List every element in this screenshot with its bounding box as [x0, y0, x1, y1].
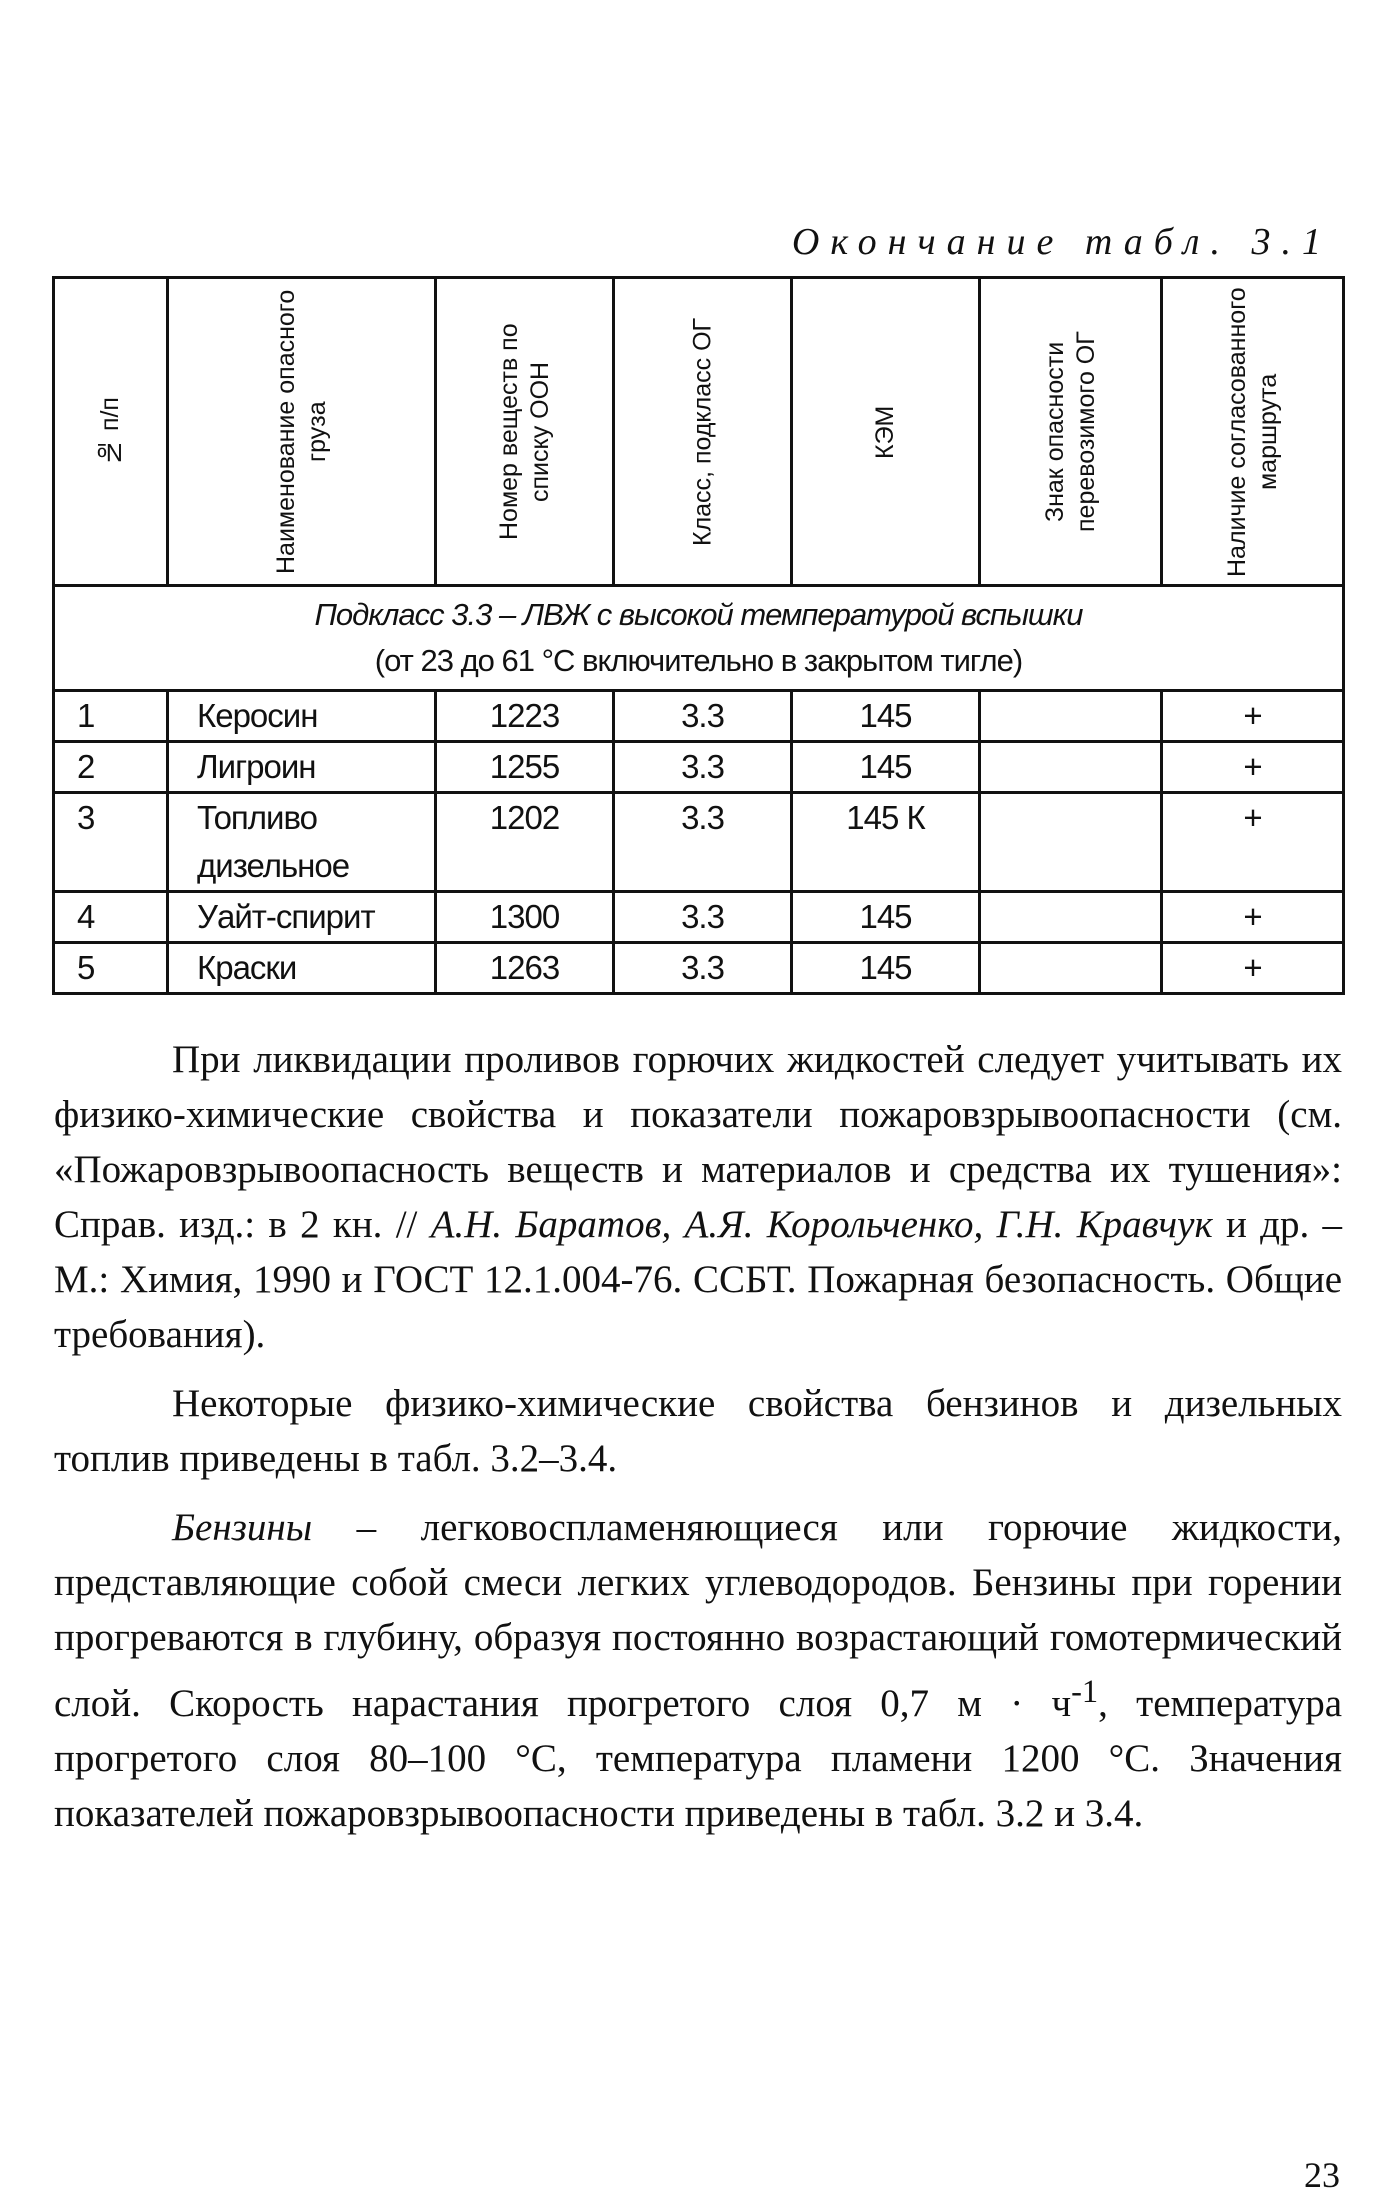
header-cell	[54, 278, 168, 586]
row-class: 3.3	[614, 943, 792, 994]
table-row	[54, 793, 1344, 892]
superscript: -1	[1071, 1674, 1099, 1710]
paragraph-text: , температура прогретого слоя 80–100 °С, температура пламени 1200 °С. Значения показателей пожаровзрывоопасности приведены в табл. 3.2 и 3.4.	[54, 1682, 1342, 1835]
table-header-row	[54, 278, 1344, 586]
header-kem: КЭМ	[871, 404, 899, 459]
row-hazard-sign	[980, 742, 1162, 793]
paragraph-text: – легковоспламеняющиеся или горючие жидкости, представляющие собой смеси легких углеводородов. Бензины при горении прогреваются в глубину, образуя постоянно возрастающий гомотермический слой. Скорость нарастания прогретого слоя 0,7 м · ч	[54, 1506, 1342, 1725]
header-cell	[436, 278, 614, 586]
row-un-number: 1263	[436, 943, 614, 994]
paragraph-tables-ref: Некоторые физико-химические свойства бензинов и дизельных топлив приведены в табл. 3.2–3.4.	[54, 1382, 1342, 1480]
header-cell	[1162, 278, 1344, 586]
row-class: 3.3	[614, 691, 792, 742]
term-gasoline: Бензины	[172, 1506, 313, 1549]
table-row	[54, 742, 1344, 793]
row-un-number: 1255	[436, 742, 614, 793]
subclass-row	[54, 586, 1344, 691]
row-number: 4	[54, 892, 168, 943]
header-number: № п/п	[96, 397, 124, 466]
row-kem: 145	[792, 691, 980, 742]
row-cargo-name: Лигроин	[168, 742, 436, 793]
header-cell	[614, 278, 792, 586]
row-class: 3.3	[614, 793, 792, 892]
row-kem: 145	[792, 892, 980, 943]
row-un-number: 1300	[436, 892, 614, 943]
header-un-number: Номер веществ по списку ООН	[494, 323, 554, 540]
row-route: +	[1162, 742, 1344, 793]
row-hazard-sign	[980, 691, 1162, 742]
row-class: 3.3	[614, 892, 792, 943]
row-route: +	[1162, 943, 1344, 994]
row-un-number: 1202	[436, 793, 614, 892]
row-hazard-sign	[980, 943, 1162, 994]
body-text	[54, 1032, 1342, 1841]
reference-authors: А.Н. Баратов, А.Я. Корольченко, Г.Н. Кравчук	[430, 1203, 1213, 1246]
row-route: +	[1162, 892, 1344, 943]
subclass-range: (от 23 до 61 °С включительно в закрытом тигле)	[374, 643, 1023, 678]
header-route: Наличие согласованного маршрута	[1222, 286, 1282, 577]
paragraph-text: и др. – М.: Химия, 1990 и ГОСТ 12.1.004-76. ССБТ. Пожарная безопасность. Общие требования).	[54, 1203, 1342, 1356]
row-number: 5	[54, 943, 168, 994]
header-cell	[792, 278, 980, 586]
header-hazard-sign: Знак опасности перевозимого ОГ	[1040, 331, 1100, 532]
row-route: +	[1162, 691, 1344, 742]
header-class: Класс, подкласс ОГ	[688, 317, 716, 546]
dangerous-goods-table	[52, 276, 1345, 995]
row-number: 2	[54, 742, 168, 793]
subclass-title: Подкласс 3.3 – ЛВЖ с высокой температурой вспышки	[314, 597, 1083, 632]
header-cargo-name: Наименование опасного груза	[271, 289, 331, 574]
row-number: 1	[54, 691, 168, 742]
row-cargo-name: Топливо дизельное	[168, 793, 436, 892]
row-hazard-sign	[980, 892, 1162, 943]
row-kem: 145	[792, 943, 980, 994]
row-number: 3	[54, 793, 168, 892]
row-cargo-name: Уайт-спирит	[168, 892, 436, 943]
row-kem: 145	[792, 742, 980, 793]
header-cell	[168, 278, 436, 586]
page-number: 23	[1304, 2155, 1340, 2195]
table-row	[54, 943, 1344, 994]
row-class: 3.3	[614, 742, 792, 793]
row-cargo-name: Краски	[168, 943, 436, 994]
header-cell	[980, 278, 1162, 586]
row-un-number: 1223	[436, 691, 614, 742]
row-hazard-sign	[980, 793, 1162, 892]
paragraph-gasoline	[54, 1500, 1342, 1841]
table-caption: Окончание табл. 3.1	[791, 221, 1332, 263]
row-cargo-name: Керосин	[168, 691, 436, 742]
row-kem: 145 К	[792, 793, 980, 892]
row-route: +	[1162, 793, 1344, 892]
paragraph-text: При ликвидации проливов горючих жидкостей следует учитывать их физико-химические свойства и показатели пожаровзрывоопасности (см. «Пожаровзрывоопасность веществ и материалов и средства их тушения»: Справ. изд.: в 2 кн. //	[54, 1038, 1342, 1246]
paragraph-liquids	[54, 1032, 1342, 1362]
table-row	[54, 892, 1344, 943]
table-row	[54, 691, 1344, 742]
subclass-cell	[54, 586, 1344, 691]
